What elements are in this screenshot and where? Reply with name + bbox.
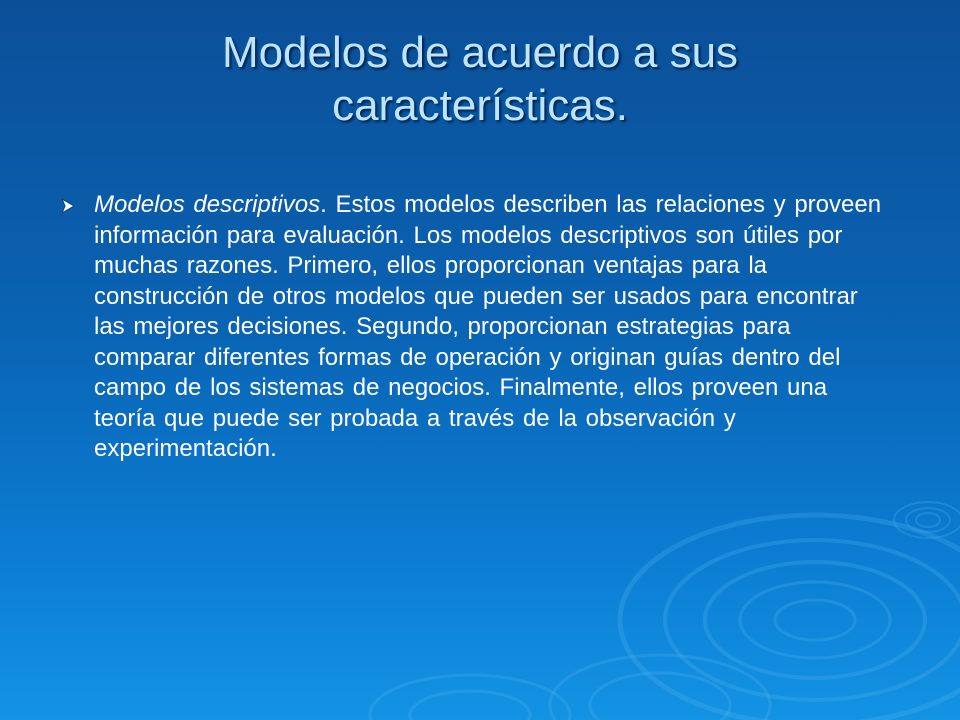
slide-title-line-2: características. — [332, 81, 628, 130]
slide-title-line-1: Modelos de acuerdo a sus — [221, 28, 739, 77]
bullet-paragraph — [94, 190, 890, 465]
slide-body — [60, 190, 890, 465]
slide-title — [80, 26, 880, 132]
bullet-item — [60, 190, 890, 465]
arrow-bullet-icon — [60, 198, 76, 214]
bullet-description: . Estos modelos describen las relaciones y proveen información para evaluación. Los modelos descriptivos son útiles por muchas razones. Primero, ellos proporcionan ventajas para la construcción de otros modelos que pueden ser usados para encontrar las mejores decisiones. Segundo, proporcionan estrategias para comparar diferentes formas de operación y originan guías dentro del campo de los sistemas de negocios. Finalmente, ellos proveen una teoría que puede ser probada a través de la observación y experimentación. — [94, 191, 882, 462]
bullet-term: Modelos descriptivos — [94, 191, 321, 218]
